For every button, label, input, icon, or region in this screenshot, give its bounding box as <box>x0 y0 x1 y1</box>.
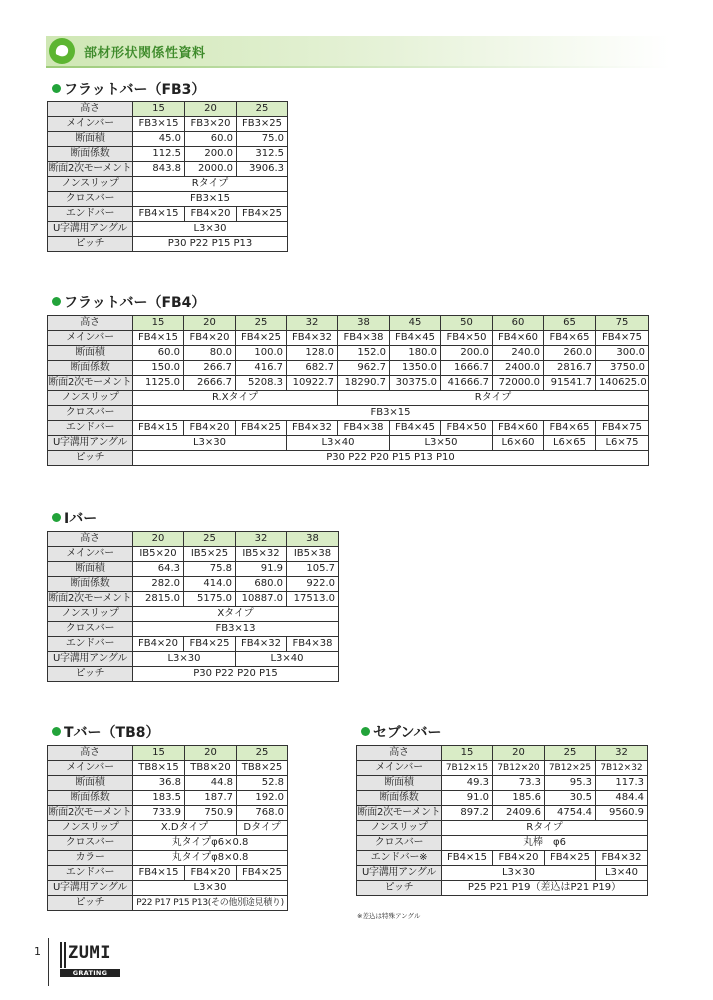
table-row: エンドバー FB4×15 FB4×20 FB4×25 <box>48 207 288 222</box>
table-row: U字溝用アングル L3×30 <box>48 881 288 896</box>
table-row: 断面2次モーメント 2815.0 5175.0 10887.0 17513.0 <box>48 592 339 607</box>
table-row: メインバー FB4×15 FB4×20 FB4×25 FB4×32 FB4×38 FB4×45 FB4×50 FB4×60 FB4×65 FB4×75 <box>48 331 649 346</box>
table-row: 高さ 20 25 32 38 <box>48 532 339 547</box>
company-mark-icon <box>49 38 75 64</box>
table-row: エンドバー※ FB4×15 FB4×20 FB4×25 FB4×32 <box>357 851 648 866</box>
table-row: ピッチ P30 P22 P15 P13 <box>48 237 288 252</box>
bullet-icon <box>52 297 61 306</box>
spec-table-fb3 <box>47 101 288 252</box>
brand-logo <box>60 942 120 976</box>
section-title-fb3: フラットバー（FB3） <box>52 79 205 99</box>
spec-table-sevenbar <box>356 745 648 896</box>
table-row: クロスバー FB3×13 <box>48 622 339 637</box>
table-row: 断面2次モーメント 897.2 2409.6 4754.4 9560.9 <box>357 806 648 821</box>
table-row: 高さ 15 20 25 32 <box>357 746 648 761</box>
section-title-ibar: Iバー <box>52 508 97 528</box>
page-title: 部材形状関係性資料 <box>84 46 206 61</box>
table-row: クロスバー 丸棒 φ6 <box>357 836 648 851</box>
section-title-fb4: フラットバー（FB4） <box>52 292 205 312</box>
bullet-icon <box>52 84 61 93</box>
table-row: 断面係数 282.0 414.0 680.0 922.0 <box>48 577 339 592</box>
table-row: エンドバー FB4×15 FB4×20 FB4×25 <box>48 866 288 881</box>
section-title-sevenbar: セブンバー <box>361 722 441 742</box>
section-title-tbar: Tバー（TB8） <box>52 722 160 742</box>
table-row: メインバー 7B12×15 7B12×20 7B12×25 7B12×32 <box>357 761 648 776</box>
bullet-icon <box>361 727 370 736</box>
table-row: エンドバー FB4×15 FB4×20 FB4×25 FB4×32 FB4×38 FB4×45 FB4×50 FB4×60 FB4×65 FB4×75 <box>48 421 649 436</box>
table-row: 断面積 49.3 73.3 95.3 117.3 <box>357 776 648 791</box>
table-row: 断面2次モーメント 1125.0 2666.7 5208.3 10922.7 18290.7 30375.0 41666.7 72000.0 91541.7 140625.0 <box>48 376 649 391</box>
table-row: 高さ 15 20 25 <box>48 102 288 117</box>
table-row: 断面係数 112.5 200.0 312.5 <box>48 147 288 162</box>
table-row: U字溝用アングル L3×30 L3×40 <box>48 652 339 667</box>
spec-table-ibar <box>47 531 339 682</box>
footnote: ※差込は特殊アングル <box>357 912 421 920</box>
table-row: クロスバー 丸タイプφ6×0.8 <box>48 836 288 851</box>
table-row: U字溝用アングル L3×30 <box>48 222 288 237</box>
page-number: 1 <box>34 945 41 958</box>
table-row: メインバー IB5×20 IB5×25 IB5×32 IB5×38 <box>48 547 339 562</box>
table-row: ノンスリップ Rタイプ <box>357 821 648 836</box>
table-row: 断面係数 150.0 266.7 416.7 682.7 962.7 1350.0 1666.7 2400.0 2816.7 3750.0 <box>48 361 649 376</box>
footer-divider <box>48 938 49 986</box>
table-row: メインバー TB8×15 TB8×20 TB8×25 <box>48 761 288 776</box>
table-row: メインバー FB3×15 FB3×20 FB3×25 <box>48 117 288 132</box>
table-row: ノンスリップ R.Xタイプ Rタイプ <box>48 391 649 406</box>
table-row: 断面係数 183.5 187.7 192.0 <box>48 791 288 806</box>
brand-name: ZUMI <box>68 943 111 963</box>
table-row: クロスバー FB3×15 <box>48 192 288 207</box>
table-row: ピッチ P30 P22 P20 P15 P13 P10 <box>48 451 649 466</box>
table-row: エンドバー FB4×20 FB4×25 FB4×32 FB4×38 <box>48 637 339 652</box>
table-row: 断面2次モーメント 843.8 2000.0 3906.3 <box>48 162 288 177</box>
table-row: U字溝用アングル L3×30 L3×40 <box>357 866 648 881</box>
table-row: 断面積 64.3 75.8 91.9 105.7 <box>48 562 339 577</box>
table-row: クロスバー FB3×15 <box>48 406 649 421</box>
table-row: 断面積 60.0 80.0 100.0 128.0 152.0 180.0 200.0 240.0 260.0 300.0 <box>48 346 649 361</box>
spec-table-fb4 <box>47 315 649 466</box>
table-row: 断面係数 91.0 185.6 30.5 484.4 <box>357 791 648 806</box>
table-row: ピッチ P25 P21 P19（差込はP21 P19） <box>357 881 648 896</box>
bullet-icon <box>52 727 61 736</box>
table-row: 高さ 15 20 25 32 38 45 50 60 65 75 <box>48 316 649 331</box>
table-row: 断面積 45.0 60.0 75.0 <box>48 132 288 147</box>
table-row: 断面2次モーメント 733.9 750.9 768.0 <box>48 806 288 821</box>
table-row: ノンスリップ Rタイプ <box>48 177 288 192</box>
spec-table-tbar <box>47 745 288 911</box>
table-row: 高さ 15 20 25 <box>48 746 288 761</box>
table-row: ピッチ P22 P17 P15 P13(その他別途見積り) <box>48 896 288 911</box>
brand-subtitle: GRATING <box>60 969 120 977</box>
table-row: ピッチ P30 P22 P20 P15 <box>48 667 339 682</box>
table-row: 断面積 36.8 44.8 52.8 <box>48 776 288 791</box>
table-row: U字溝用アングル L3×30 L3×40 L3×50 L6×60 L6×65 L6×75 <box>48 436 649 451</box>
bullet-icon <box>52 513 61 522</box>
table-row: カラー 丸タイプφ8×0.8 <box>48 851 288 866</box>
table-row: ノンスリップ X.Dタイプ Dタイプ <box>48 821 288 836</box>
table-row: ノンスリップ Xタイプ <box>48 607 339 622</box>
